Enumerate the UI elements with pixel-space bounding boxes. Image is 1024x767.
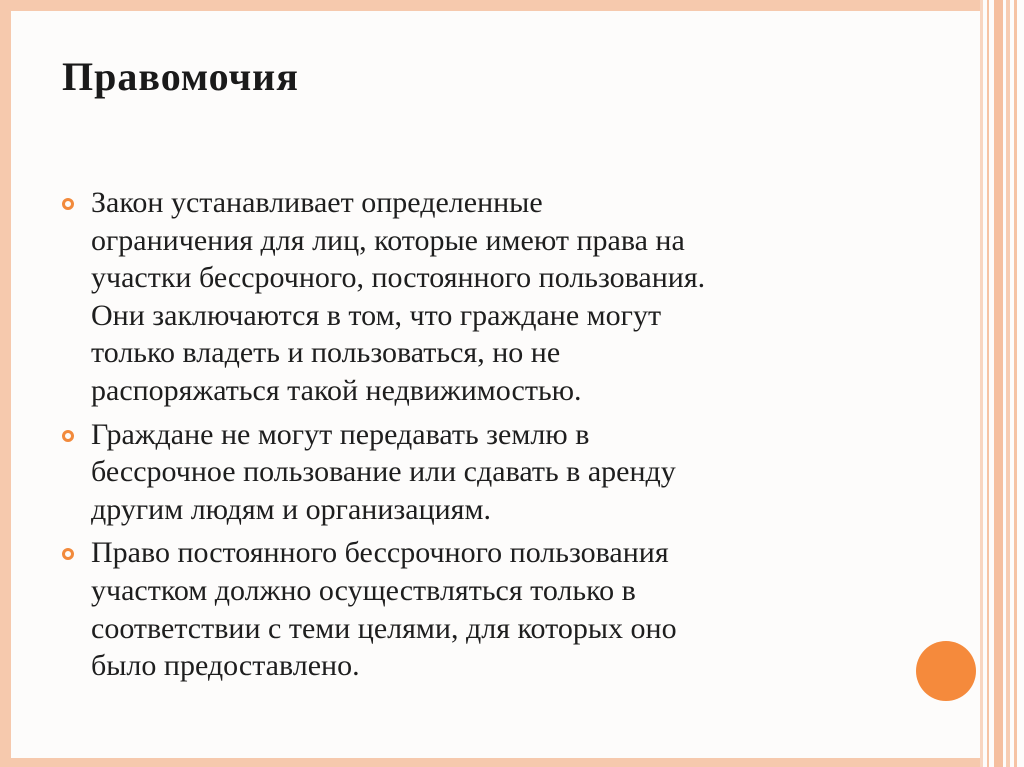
bullet-item — [62, 534, 872, 684]
right-stripe — [994, 0, 1003, 767]
bullet-list — [62, 184, 872, 691]
bullet-icon — [62, 548, 74, 560]
bullet-line: Граждане не могут передавать землю в — [91, 417, 590, 451]
frame-bottom-border — [0, 758, 980, 767]
bullet-line: было предоставлено. — [91, 649, 360, 683]
bullet-line: распоряжаться такой недвижимостью. — [91, 373, 582, 407]
right-stripe — [1017, 0, 1024, 767]
bullet-line: Они заключаются в том, что граждане могут — [91, 298, 662, 332]
bullet-item — [62, 184, 872, 410]
bullet-icon — [62, 198, 74, 210]
bullet-line: только владеть и пользоваться, но не — [91, 336, 561, 370]
bullet-line: Право постоянного бессрочного пользования — [91, 536, 669, 570]
bullet-line: другим людям и организациям. — [91, 492, 491, 526]
bullet-line: соответствии с теми целями, для которых оно — [91, 611, 677, 645]
slide-title: Правомочия — [62, 54, 299, 99]
frame-left-border — [0, 0, 11, 767]
decorative-orange-circle — [916, 641, 976, 701]
frame-top-border — [0, 0, 980, 11]
bullet-icon — [62, 430, 74, 442]
bullet-line: ограничения для лиц, которые имеют права на — [91, 223, 685, 257]
bullet-line: Закон устанавливает определенные — [91, 186, 543, 219]
bullet-line: участки бессрочного, постоянного пользования. — [91, 261, 706, 295]
bullet-line: бессрочное пользование или сдавать в аренду — [91, 455, 676, 489]
bullet-line: участком должно осуществляться только в — [91, 573, 636, 607]
bullet-item — [62, 416, 872, 529]
